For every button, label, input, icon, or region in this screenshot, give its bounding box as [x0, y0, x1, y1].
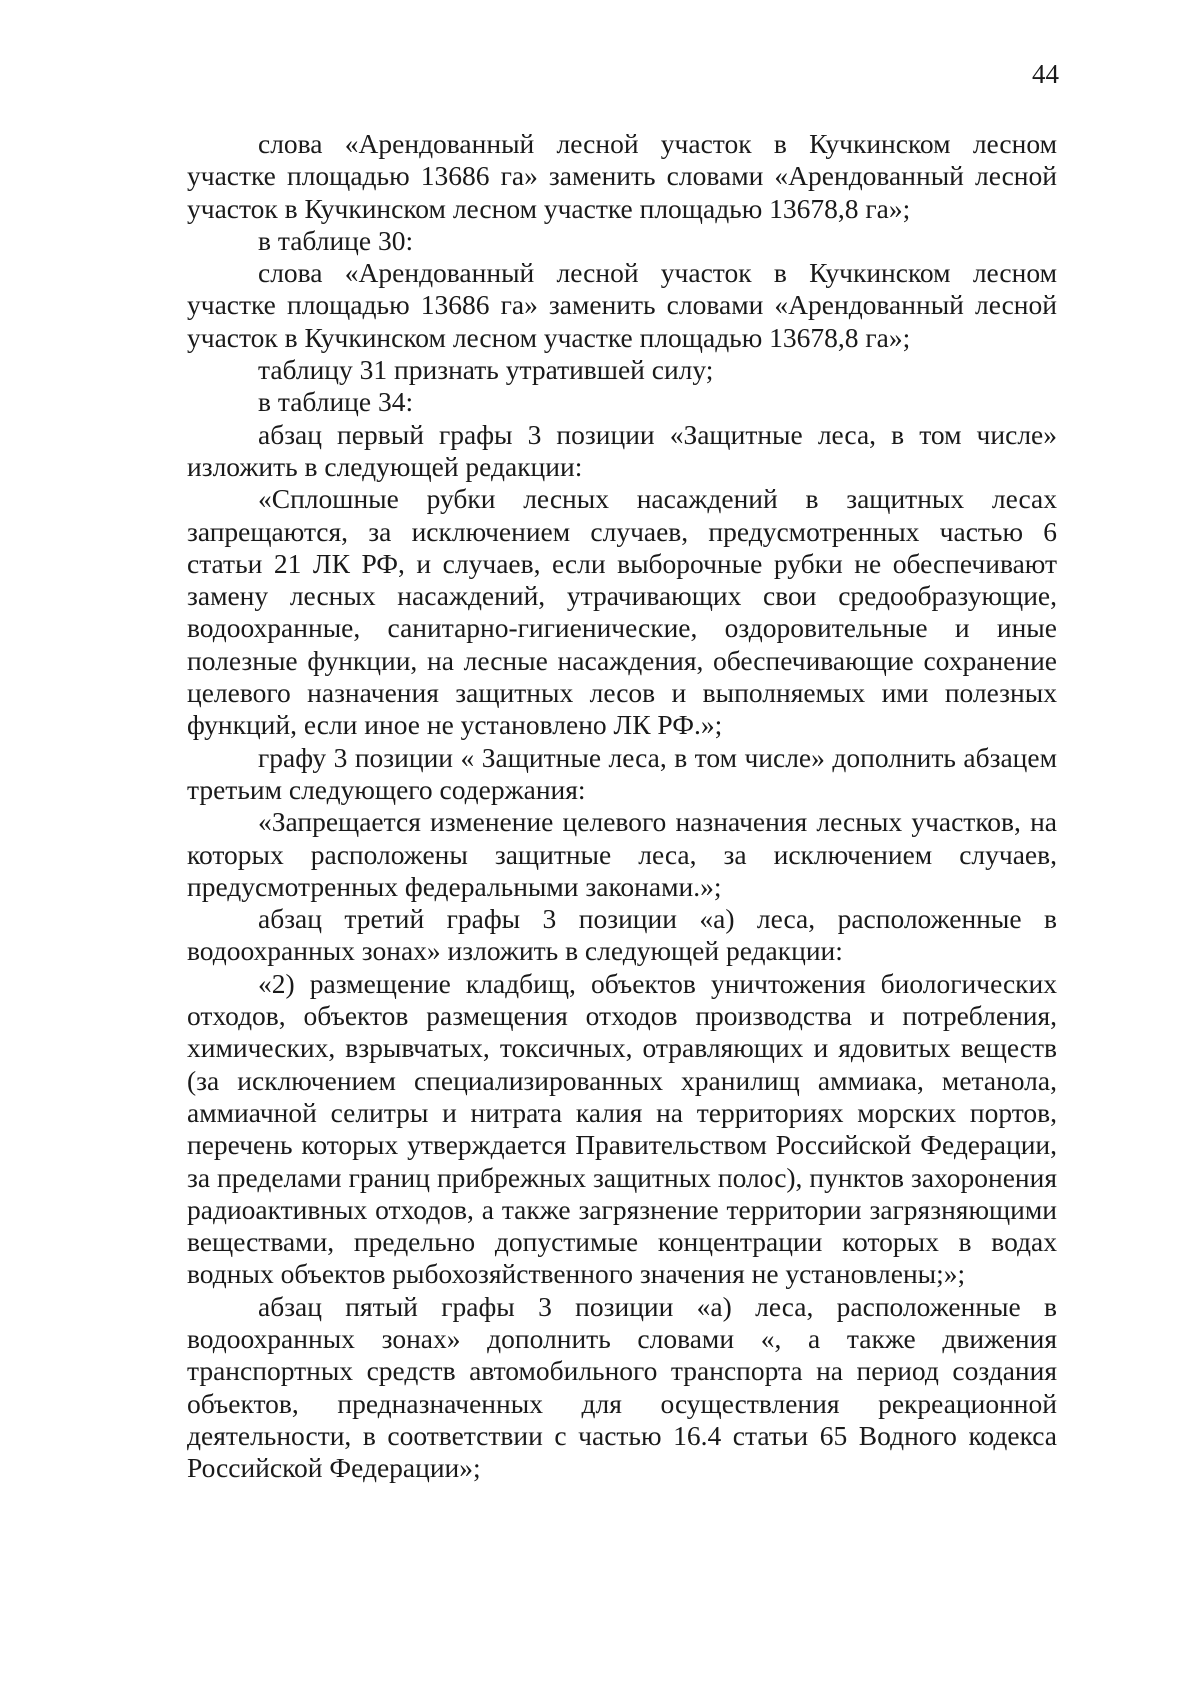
page-number: 44	[1032, 59, 1059, 89]
paragraph-4: таблицу 31 признать утратившей силу;	[258, 354, 714, 386]
paragraph-3: слова «Арендованный лесной участок в Кучкинском лесном участке площадью 13686 га» заменить словами «Арендованный лесной участок в Кучкинском лесном участке площадью 13678,8 га»;	[187, 257, 1057, 353]
paragraph-11: «2) размещение кладбищ, объектов уничтожения биологических отходов, объектов размещения отходов производства и потребления, химических, взрывчатых, токсичных, отравляющих и ядовитых веществ (за исключением специализированных хранилищ аммиака, метанола, аммиачной селитры и нитрата калия на территориях морских портов, перечень которых утверждается Правительством Российской Федерации, за пределами границ прибрежных защитных полос), пунктов захоронения радиоактивных отходов, а также загрязнение территории загрязняющими веществами, предельно допустимые концентрации которых в водах водных объектов рыбохозяйственного значения не установлены;»;	[187, 967, 1057, 1290]
paragraph-6: абзац первый графы 3 позиции «Защитные леса, в том числе» изложить в следующей редакции:	[187, 418, 1057, 482]
paragraph-8: графу 3 позиции « Защитные леса, в том числе» дополнить абзацем третьим следующего содержания:	[187, 741, 1057, 805]
paragraph-5: в таблице 34:	[258, 386, 414, 418]
paragraph-12: абзац пятый графы 3 позиции «а) леса, расположенные в водоохранных зонах» дополнить словами «, а также движения транспортных средств автомобильного транспорта на период создания объектов, предназначенных для осуществления рекреационной деятельности, в соответствии с частью 16.4 статьи 65 Водного кодекса Российской Федерации»;	[187, 1290, 1057, 1484]
paragraph-2: в таблице 30:	[258, 224, 414, 256]
paragraph-1: слова «Арендованный лесной участок в Кучкинском лесном участке площадью 13686 га» заменить словами «Арендованный лесной участок в Кучкинском лесном участке площадью 13678,8 га»;	[187, 128, 1057, 224]
document-body	[187, 128, 1057, 1484]
paragraph-7: «Сплошные рубки лесных насаждений в защитных лесах запрещаются, за исключением случаев, предусмотренных частью 6 статьи 21 ЛК РФ, и случаев, если выборочные рубки не обеспечивают замену лесных насаждений, утрачивающих свои средообразующие, водоохранные, санитарно-гигиенические, оздоровительные и иные полезные функции, на лесные насаждения, обеспечивающие сохранение целевого назначения защитных лесов и выполняемых ими полезных функций, если иное не установлено ЛК РФ.»;	[187, 483, 1057, 741]
paragraph-10: абзац третий графы 3 позиции «а) леса, расположенные в водоохранных зонах» изложить в следующей редакции:	[187, 903, 1057, 967]
paragraph-9: «Запрещается изменение целевого назначения лесных участков, на которых расположены защитные леса, за исключением случаев, предусмотренных федеральными законами.»;	[187, 806, 1057, 902]
